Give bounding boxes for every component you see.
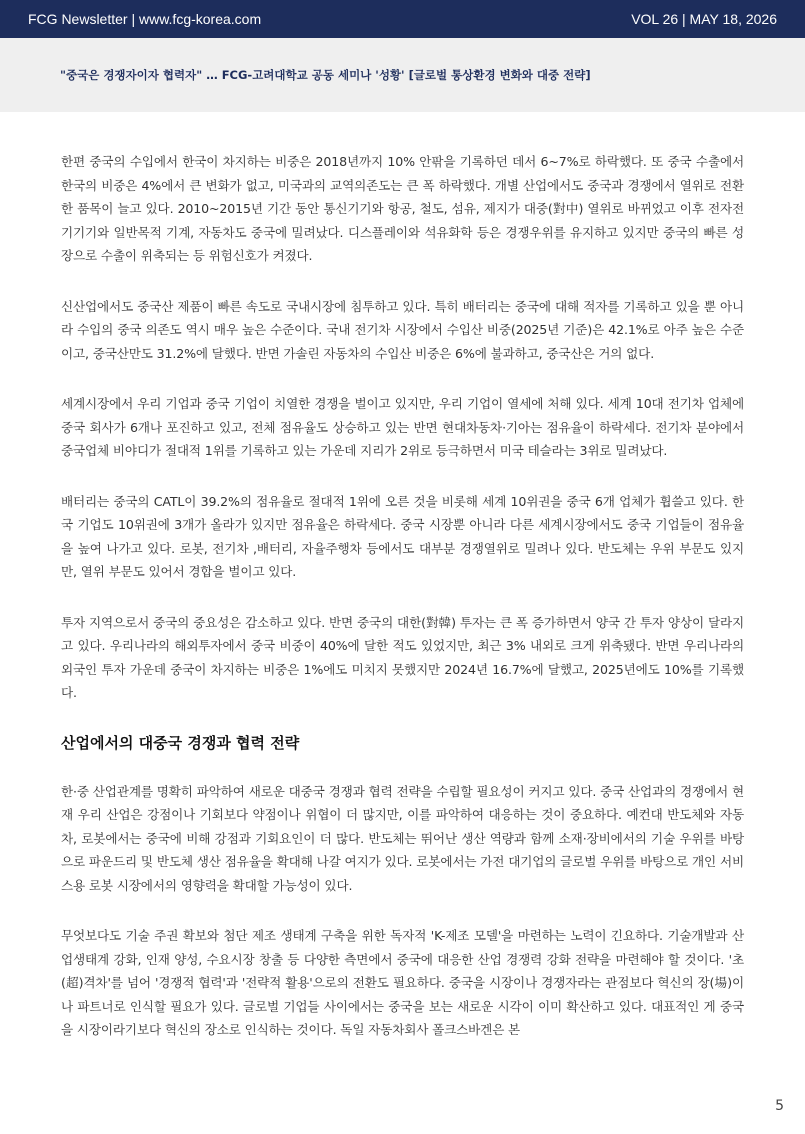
article-title-bar [0,38,805,112]
paragraph: 배터리는 중국의 CATL이 39.2%의 점유율로 절대적 1위에 오른 것을 비롯해 세계 10위권을 중국 6개 업체가 휩쓸고 있다. 한국 기업도 10위권에 3개가 올라가 있지만 점유율은 하락세다. 중국 시장뿐 아니라 다른 세계시장에서도 중국 기업들이 점유율을 높여 나가고 있다. 로봇, 전기차 ,배터리, 자율주행차 등에서도 대부분 경쟁열위로 밀려나 있다. 반도체는 우위 부문도 있지만, 열위 부문도 있어서 경합을 벌이고 있다. [61,493,744,579]
page-number: 5 [775,1098,784,1114]
newsletter-header-bar [0,0,805,38]
section-heading: 산업에서의 대중국 경쟁과 협력 전략 [61,733,300,752]
paragraph: 무엇보다도 기술 주권 확보와 첨단 제조 생태계 구축을 위한 독자적 'K-제조 모델'을 마련하는 노력이 긴요하다. 기술개발과 산업생태계 강화, 인재 양성, 수요시장 창출 등 다양한 측면에서 중국에 대응한 산업 경쟁력 강화 전략을 마련해야 할 것이다. '초(超)격차'를 넘어 '경쟁적 협력'과 '전략적 활용'으로의 전환도 필요하다. 중국을 시장이나 경쟁자라는 관점보다 혁신의 장(場)이나 파트너로 인식할 필요가 있다. 글로벌 기업들 사이에서는 중국을 보는 새로운 시각이 이미 확산하고 있다. 대표적인 게 중국을 시장이라기보다 혁신의 장소로 인식하는 것이다. 독일 자동차회사 폴크스바겐은 본 [61,928,744,1037]
paragraph: 신산업에서도 중국산 제품이 빠른 속도로 국내시장에 침투하고 있다. 특히 배터리는 중국에 대해 적자를 기록하고 있을 뿐 아니라 수입의 중국 의존도 역시 매우 높은 수준이다. 국내 전기차 시장에서 수입산 비중(2025년 기준)은 42.1%로 아주 높은 수준이고, 중국산만도 31.2%에 달했다. 반면 가솔린 자동차의 수입산 비중은 6%에 불과하고, 중국산은 거의 없다. [61,298,744,361]
paragraph: 한편 중국의 수입에서 한국이 차지하는 비중은 2018년까지 10% 안팎을 기록하던 데서 6~7%로 하락했다. 또 중국 수출에서 한국의 비중은 4%에서 큰 변화가 없고, 미국과의 교역의존도는 큰 폭 하락했다. 개별 산업에서도 중국과 경쟁에서 열위로 전환한 품목이 늘고 있다. 2010~2015년 기간 동안 통신기기와 항공, 철도, 섬유, 제지가 대중(對中) 열위로 바뀌었고 이후 전자전기기기와 일반목적 기계, 자동차도 중국에 밀려났다. 디스플레이와 석유화학 등은 경쟁우위를 유지하고 있지만 중국의 빠른 성장으로 수출이 위축되는 등 위험신호가 켜졌다. [61,154,744,263]
newsletter-name: FCG Newsletter | www.fcg-korea.com [28,11,262,27]
paragraph: 세계시장에서 우리 기업과 중국 기업이 치열한 경쟁을 벌이고 있지만, 우리 기업이 열세에 처해 있다. 세계 10대 전기차 업체에 중국 회사가 6개나 포진하고 있고, 전체 점유율도 상승하고 있는 반면 현대차동차·기아는 점유율이 하락세다. 전기차 분야에서 중국업체 비야디가 절대적 1위를 기록하고 있는 가운데 지리가 2위로 등극하면서 미국 테슬라는 3위로 밀려났다. [61,396,744,458]
article-body [61,150,744,1069]
issue-date: VOL 26 | MAY 18, 2026 [631,11,777,27]
paragraph: 한·중 산업관계를 명확히 파악하여 새로운 대중국 경쟁과 협력 전략을 수립할 필요성이 커지고 있다. 중국 산업과의 경쟁에서 현재 우리 산업은 강점이나 기회보다 약점이나 위협이 더 많지만, 이를 파악하여 대응하는 것이 중요하다. 예컨대 반도체와 자동차, 로봇에서는 중국에 비해 강점과 기회요인이 더 많다. 반도체는 뛰어난 생산 역량과 함께 소재·장비에서의 기술 우위를 바탕으로 파운드리 및 반도체 생산 점유율을 확대해 나갈 여지가 있다. 로봇에서는 가전 대기업의 글로벌 우위를 바탕으로 개인 서비스용 로봇 시장에서의 영향력을 확대할 가능성이 있다. [61,783,744,893]
paragraph: 투자 지역으로서 중국의 중요성은 감소하고 있다. 반면 중국의 대한(對韓) 투자는 큰 폭 증가하면서 양국 간 투자 양상이 달라지고 있다. 우리나라의 해외투자에서 중국 비중이 40%에 달한 적도 있었지만, 최근 3% 내외로 크게 위축됐다. 반면 우리나라의 외국인 투자 가운데 중국이 차지하는 비중은 1%에도 미치지 못했지만 2024년 16.7%에 달했고, 2025년에도 10%를 기록했다. [61,614,744,700]
article-title: "중국은 경쟁자이자 협력자" … FCG-고려대학교 공동 세미나 '성황' [글로벌 통상환경 변화와 대중 전략] [60,68,591,82]
